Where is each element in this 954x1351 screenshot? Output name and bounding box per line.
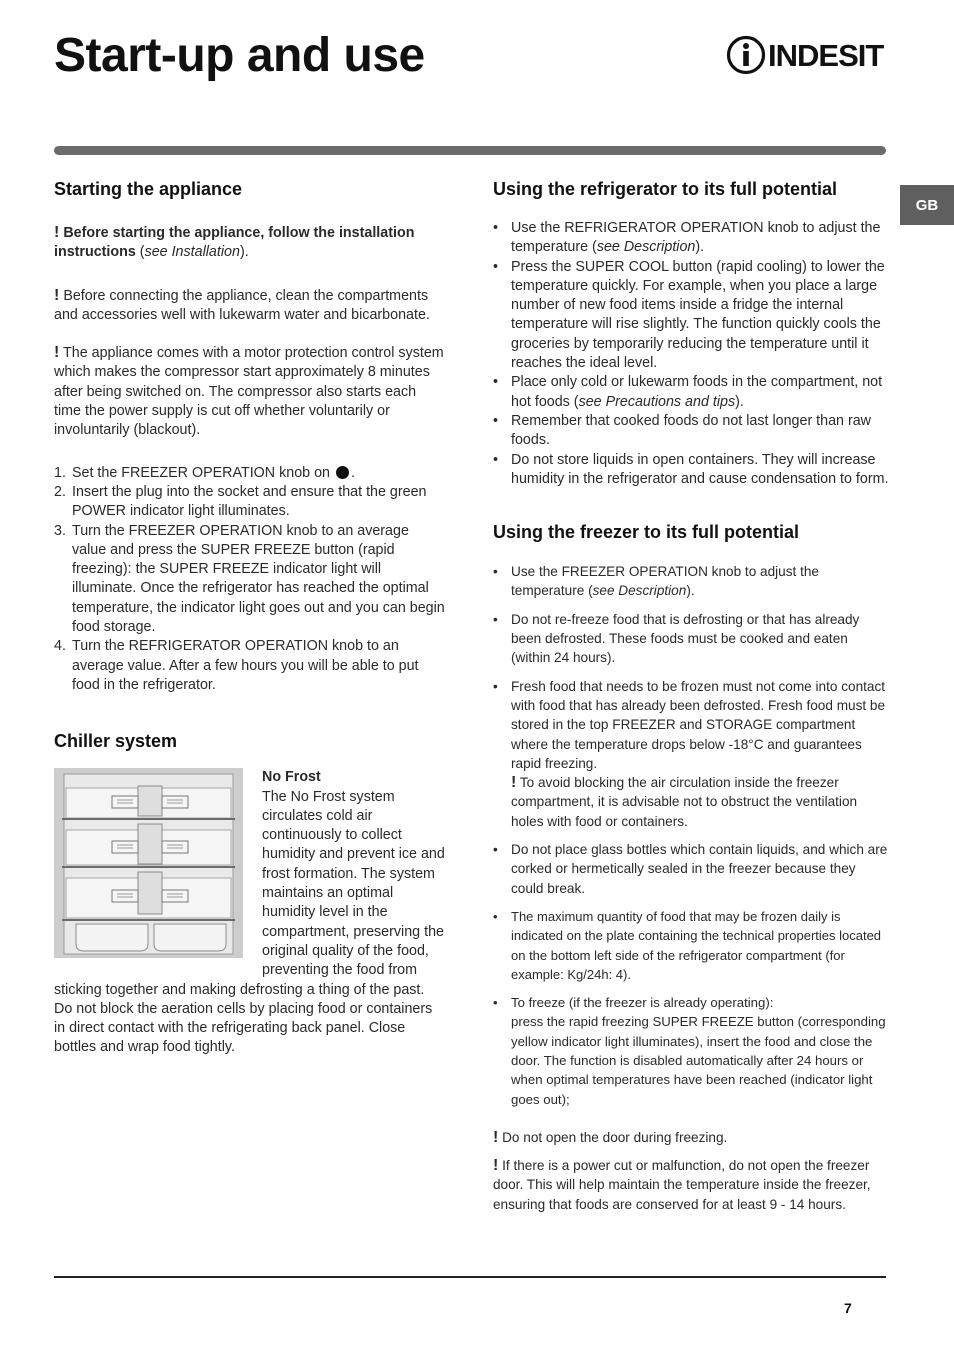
warning-mark: ! bbox=[493, 1157, 499, 1175]
warning-mark: ! bbox=[511, 774, 517, 792]
list-item: • To freeze (if the freezer is already operating): press the rapid freezing SUPER FREEZE button (corresponding yellow indicator light illuminates), insert the food and close the door. The function is disabled automatically after 24 hours or when optimal temperatures have been reached (indicator light goes out); bbox=[493, 993, 890, 1109]
freezer-tips bbox=[493, 562, 890, 1109]
starting-note-install: ! Before starting the appliance, follow the installation instructions (see Installation). bbox=[54, 224, 415, 261]
warning-mark: ! bbox=[54, 286, 60, 304]
ref-installation: see Installation bbox=[144, 244, 240, 261]
page-number: 7 bbox=[844, 1300, 852, 1316]
freezer-drawers-icon bbox=[54, 768, 243, 958]
language-tab: GB bbox=[900, 185, 954, 225]
freezer-note-power-cut: ! If there is a power cut or malfunction, do not open the freezer door. This will help maintain the temperature inside the freezer, ensuring that foods are conserved for at least 9 - 14 hours. bbox=[493, 1157, 871, 1212]
brand-emblem-icon bbox=[726, 34, 766, 76]
list-item: • Press the SUPER COOL button (rapid cooling) to lower the temperature quickly. For example, when you place a large number of new food items inside a fridge the internal temperature will rise slightly. The function quickly cools the groceries by temporarily reducing the temperature until it reaches the ideal level. bbox=[493, 258, 890, 374]
right-column bbox=[493, 178, 890, 1214]
chiller-heading: Chiller system bbox=[54, 731, 178, 752]
footer-divider bbox=[54, 1276, 886, 1278]
freezer-heading: Using the freezer to its full potential bbox=[493, 522, 800, 543]
freezer-drawers-illustration bbox=[54, 768, 243, 958]
header-divider bbox=[54, 146, 886, 155]
fridge-heading: Using the refrigerator to its full potential bbox=[493, 179, 838, 199]
step-item: 2. Insert the plug into the socket and ensure that the green POWER indicator light illuminates. bbox=[54, 483, 427, 520]
warning-mark: ! bbox=[54, 344, 60, 362]
filled-circle-icon bbox=[336, 466, 349, 479]
step-item: 1. Set the FREEZER OPERATION knob on . bbox=[54, 464, 355, 481]
no-frost-subheading: No Frost bbox=[262, 769, 321, 786]
list-item: • Do not store liquids in open containers. They will increase humidity in the refrigerator and cause condensation to form. bbox=[493, 451, 890, 490]
page-title: Start-up and use bbox=[54, 29, 425, 82]
starting-note-clean: ! Before connecting the appliance, clean the compartments and accessories well with lukewarm water and bicarbonate. bbox=[54, 286, 430, 323]
warning-mark: ! bbox=[54, 224, 60, 241]
brand-name: INDESIT bbox=[768, 38, 884, 73]
list-item: • Place only cold or lukewarm foods in the compartment, not hot foods (see Precautions and tips). bbox=[493, 373, 890, 412]
freezer-note-door: ! Do not open the door during freezing. bbox=[493, 1128, 728, 1146]
indesit-logo bbox=[726, 34, 888, 76]
step-item: 3. Turn the FREEZER OPERATION knob to an average value and press the SUPER FREEZE button (rapid freezing): the SUPER FREEZE indicator light will illuminate. Once the refrigerator has reached the optimal temperature, the indicator light goes out and you can begin food storage. bbox=[54, 522, 445, 636]
starting-note-compressor: ! The appliance comes with a motor protection control system which makes the compressor start approximately 8 minutes after being switched on. The compressor also starts each time the power supply is cut off whether voluntarily or involuntarily (blackout). bbox=[54, 344, 444, 439]
list-item: • Use the REFRIGERATOR OPERATION knob to adjust the temperature (see Description). bbox=[493, 219, 890, 258]
startup-steps bbox=[54, 464, 446, 696]
starting-heading: Starting the appliance bbox=[54, 179, 243, 199]
chiller-section bbox=[54, 768, 446, 1057]
list-item: • Fresh food that needs to be frozen must not come into contact with food that has already been defrosted. Fresh food must be stored in the top FREEZER and STORAGE compartment where the temperature drops below -18°C and guarantees rapid freezing. ! To avoid blocking the air circulation inside the freezer compartment, it is advisable not to obstruct the ventilation holes with food or containers. bbox=[493, 677, 890, 831]
warning-mark: ! bbox=[493, 1128, 499, 1146]
list-item: • Do not re-freeze food that is defrosting or that has already been defrosted. These foods must be cooked and eaten (within 24 hours). bbox=[493, 610, 890, 668]
list-item: • Use the FREEZER OPERATION knob to adjust the temperature (see Description). bbox=[493, 562, 890, 601]
list-item: • Do not place glass bottles which contain liquids, and which are corked or hermetically sealed in the freezer because they could break. bbox=[493, 840, 890, 898]
left-column bbox=[54, 178, 446, 1058]
no-frost-text: The No Frost system circulates cold air continuously to collect humidity and prevent ice and frost formation. The system maintains an optimal humidity level in the compartment, preserving the original quality of the food, preventing the food from sticking together and making defrosting a thing of the past. Do not block the aeration cells by placing food or containers in direct contact with the refrigerating back panel. Close bottles and wrap food tightly. bbox=[54, 788, 445, 1056]
fridge-tips bbox=[493, 219, 890, 489]
step-item: 4. Turn the REFRIGERATOR OPERATION knob to an average value. After a few hours you will be able to put food in the refrigerator. bbox=[54, 638, 419, 693]
list-item: • Remember that cooked foods do not last longer than raw foods. bbox=[493, 412, 890, 451]
list-item: • The maximum quantity of food that may be frozen daily is indicated on the plate containing the technical properties located on the bottom left side of the refrigerator compartment (for example: Kg/24h: 4). bbox=[493, 907, 890, 984]
